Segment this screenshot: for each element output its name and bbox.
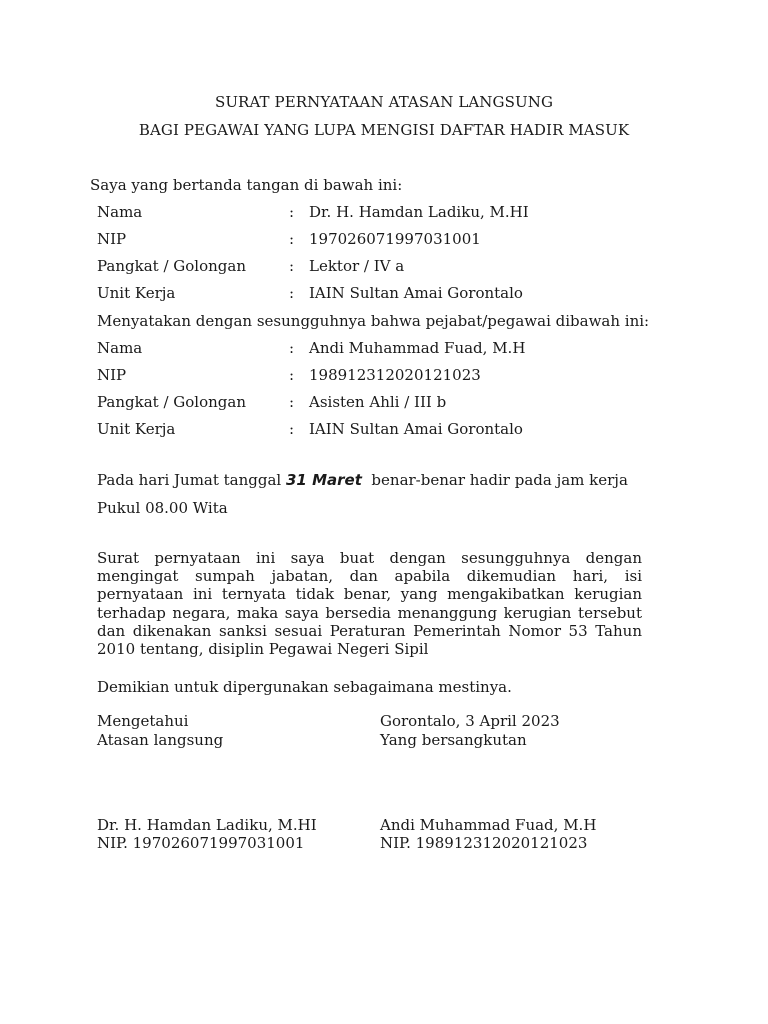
attendance-line [97, 471, 628, 489]
intro-text: Saya yang bertanda tangan di bawah ini: [90, 176, 403, 194]
field-value: IAIN Sultan Amai Gorontalo [309, 420, 523, 438]
sig-left-name: Dr. H. Hamdan Ladiku, M.HI [97, 816, 317, 834]
field-value: IAIN Sultan Amai Gorontalo [309, 284, 523, 302]
field-value: Asisten Ahli / III b [309, 393, 447, 411]
field-label: NIP [97, 366, 127, 384]
field-value: 198912312020121023 [309, 366, 481, 384]
sig-right-nip: NIP. 198912312020121023 [380, 834, 588, 852]
attendance-suffix: benar-benar hadir pada jam kerja [361, 471, 628, 489]
field-colon: : [289, 230, 295, 248]
field-value: Andi Muhammad Fuad, M.H [309, 339, 526, 357]
attendance-time: Pukul 08.00 Wita [97, 499, 228, 517]
field-label: Nama [97, 203, 143, 221]
statement-paragraph: Surat pernyataan ini saya buat dengan sesungguhnya dengan mengingat sumpah jabatan, dan apabila dikemudian hari, isi pernyataan ini ternyata tidak benar, yang mengakibatkan kerugian terhadap negara, maka saya bersedia menanggung kerugian tersebut dan dikenakan sanksi sesuai Peraturan Pemerintah Nomor 53 Tahun 2010 tentang, disiplin Pegawai Negeri Sipil [97, 549, 642, 659]
field-value: Lektor / IV a [309, 257, 405, 275]
sig-left-heading: Mengetahui [97, 712, 189, 730]
field-colon: : [289, 339, 295, 357]
field-colon: : [289, 284, 295, 302]
field-value: Dr. H. Hamdan Ladiku, M.HI [309, 203, 529, 221]
sig-left-nip: NIP. 197026071997031001 [97, 834, 305, 852]
attendance-date: 31 Maret [286, 471, 362, 489]
field-colon: : [289, 257, 295, 275]
field-colon: : [289, 366, 295, 384]
field-value: 197026071997031001 [309, 230, 481, 248]
sig-right-role: Yang bersangkutan [380, 731, 527, 749]
sig-left-role: Atasan langsung [97, 731, 224, 749]
document-subtitle: BAGI PEGAWAI YANG LUPA MENGISI DAFTAR HADIR MASUK [138, 121, 630, 139]
field-colon: : [289, 203, 295, 221]
declaration-text: Menyatakan dengan sesungguhnya bahwa pejabat/pegawai dibawah ini: [97, 312, 650, 330]
field-label: Unit Kerja [97, 284, 176, 302]
field-label: Pangkat / Golongan [97, 257, 246, 275]
sig-right-name: Andi Muhammad Fuad, M.H [380, 816, 597, 834]
field-label: Nama [97, 339, 143, 357]
field-colon: : [289, 420, 295, 438]
field-colon: : [289, 393, 295, 411]
sig-right-place-date: Gorontalo, 3 April 2023 [380, 712, 560, 730]
field-label: Unit Kerja [97, 420, 176, 438]
field-label: NIP [97, 230, 127, 248]
field-label: Pangkat / Golongan [97, 393, 246, 411]
closing-text: Demikian untuk dipergunakan sebagaimana mestinya. [97, 678, 512, 696]
attendance-prefix: Pada hari Jumat tanggal [97, 471, 286, 489]
document-title: SURAT PERNYATAAN ATASAN LANGSUNG [214, 93, 554, 111]
